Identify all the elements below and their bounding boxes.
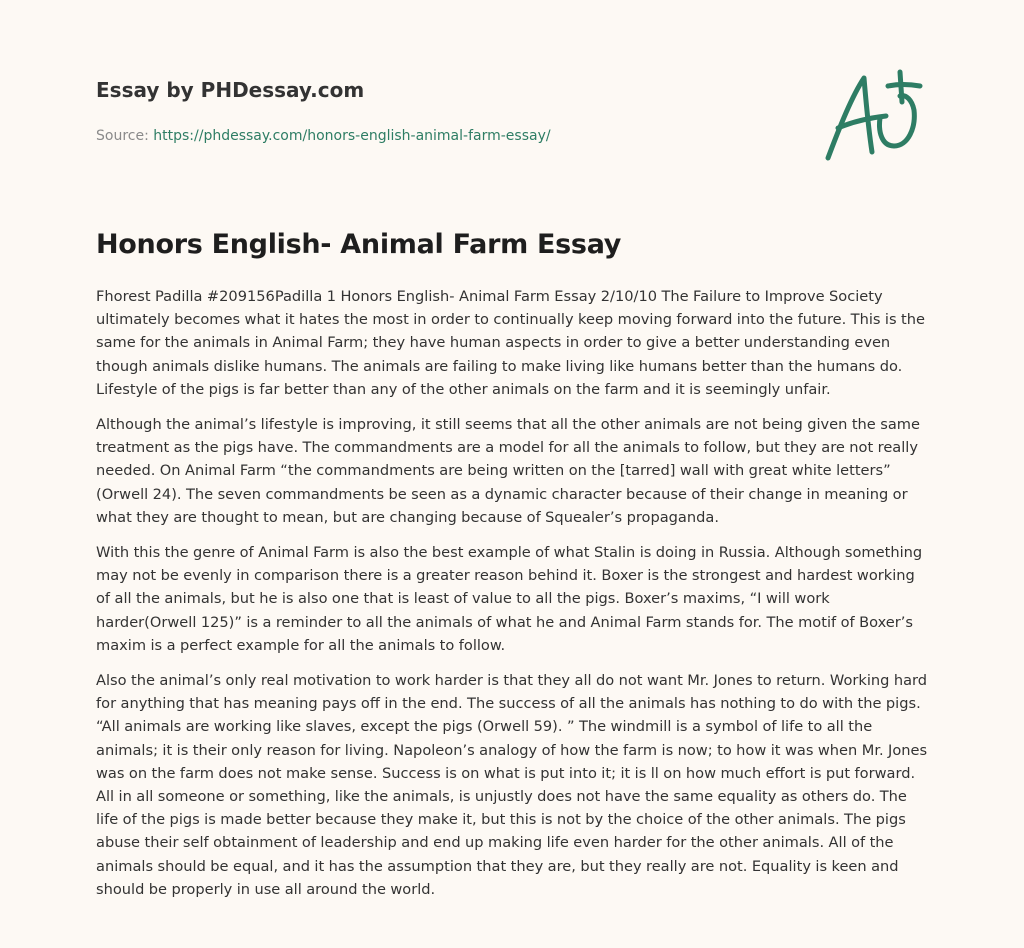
essay-paragraph: With this the genre of Animal Farm is also the best example of what Stalin is doing in Russia. Although something may not be evenly in comparison there is a greater reason behind it. Boxer is the strongest and hardest working of all the animals, but he is also one that is least of value to all the pigs. Boxer’s maxims, “I will work harder(Orwell 125)” is a reminder to all the animals of what he and Animal Farm stands for. The motif of Boxer’s maxim is a perfect example for all the animals to follow. xyxy=(96,544,923,654)
a-plus-grade-icon xyxy=(820,66,930,166)
site-title: Essay by PHDessay.com xyxy=(96,78,365,102)
source-link[interactable]: https://phdessay.com/honors-english-animal-farm-essay/ xyxy=(153,128,551,144)
essay-title: Honors English- Animal Farm Essay xyxy=(96,229,622,260)
source-line xyxy=(96,126,796,146)
source-label: Source: xyxy=(96,128,154,144)
essay-paragraph: Also the animal’s only real motivation to work harder is that they all do not want Mr. Jones to return. Working hard for anything that has meaning pays off in the end. The success of all the animals has nothing to do with the pigs. “All animals are working like slaves, except the pigs (Orwell 59). ” The windmill is a symbol of life to all the animals; it is their only reason for living. Napoleon’s analogy of how the farm is now; to how it was when Mr. Jones was on the farm does not make sense. Success is on what is put into it; it is ll on how much effort is put forward. All in all someone or something, like the animals, is unjustly does not have the same equality as others do. The life of the pigs is made better because they make it, but this is not by the choice of the other animals. The pigs abuse their self obtainment of leadership and end up making life even harder for the other animals. All of the animals should be equal, and it has the assumption that they are, but they really are not. Equality is keen and should be properly in use all around the world. xyxy=(96,672,928,898)
essay-paragraph: Although the animal’s lifestyle is improving, it still seems that all the other animals are not being given the same treatment as the pigs have. The commandments are a model for all the animals to follow, but they are not really needed. On Animal Farm “the commandments are being written on the [tarred] wall with great white letters” (Orwell 24). The seven commandments be seen as a dynamic character because of their change in meaning or what they are thought to mean, but are changing because of Squealer’s propaganda. xyxy=(96,416,920,526)
page-header xyxy=(96,76,796,146)
essay-body xyxy=(96,285,932,913)
essay-paragraph: Fhorest Padilla #209156Padilla 1 Honors English- Animal Farm Essay 2/10/10 The Failure to Improve Society ultimately becomes what it hates the most in order to continually keep moving forward into the future. This is the same for the animals in Animal Farm; they have human aspects in order to give a better understanding even though animals dislike humans. The animals are failing to make living like humans better than the humans do. Lifestyle of the pigs is far better than any of the other animals on the farm and it is seemingly unfair. xyxy=(96,288,925,398)
